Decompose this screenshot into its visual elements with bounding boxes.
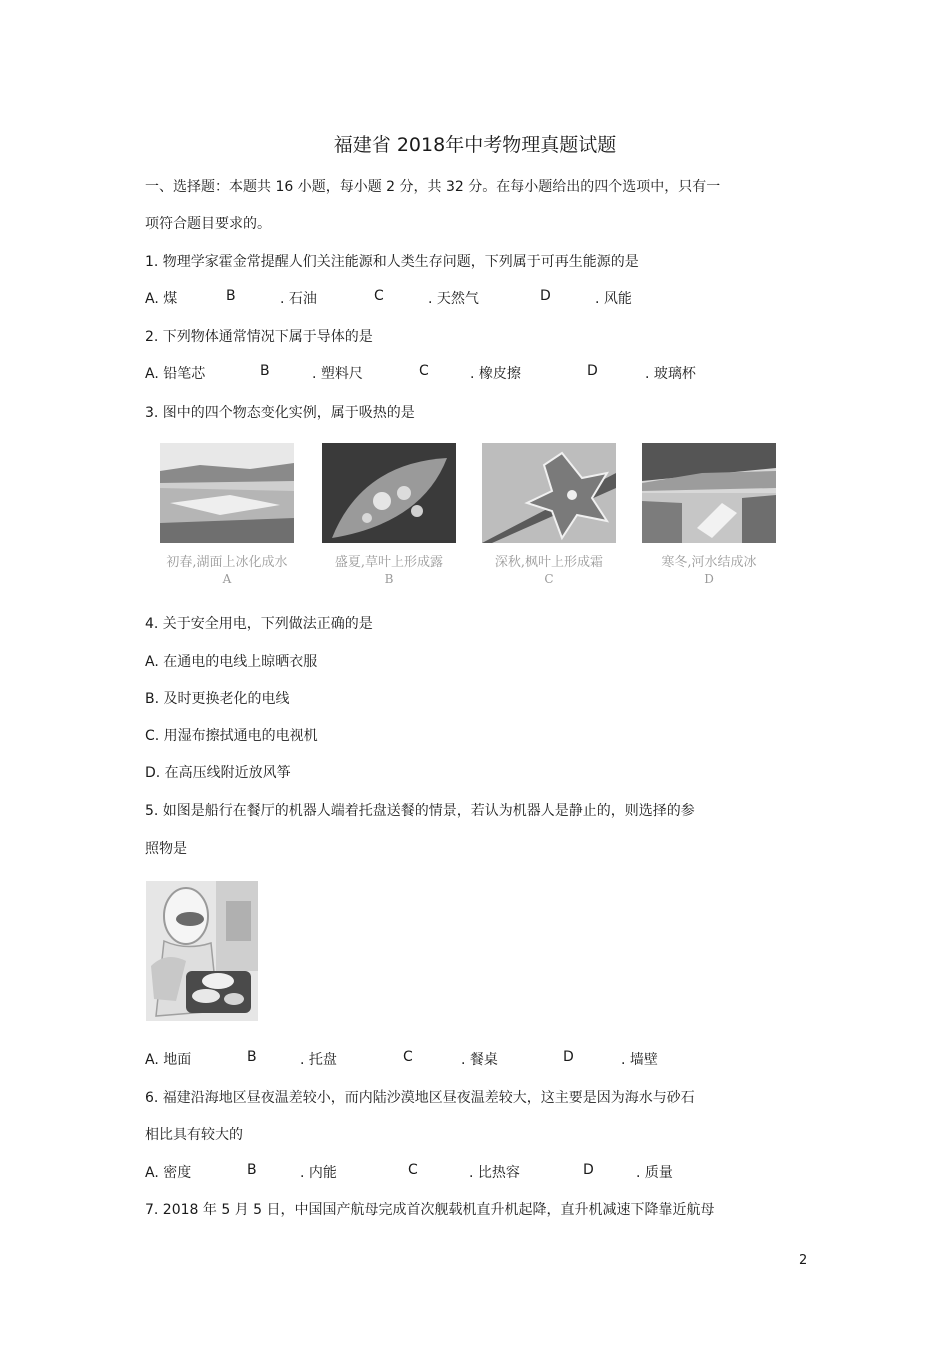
option-d-letter: D — [587, 363, 598, 379]
option-c-letter: C — [408, 1162, 418, 1178]
photo-dew-on-leaf — [322, 443, 456, 543]
option-d: . 玻璃杯 — [645, 366, 696, 382]
option-c: . 橡皮擦 — [470, 366, 521, 382]
photo-robot-waiter — [146, 881, 258, 1021]
question-5-stem-line2: 照物是 — [145, 841, 187, 857]
option-c-letter: C — [403, 1049, 413, 1065]
photo-b-letter: B — [384, 572, 394, 586]
option-b-letter: B — [247, 1049, 257, 1065]
section-instruction-line2: 项符合题目要求的。 — [145, 216, 271, 232]
option-c-letter: C — [419, 363, 429, 379]
option-d-letter: D — [583, 1162, 594, 1178]
option-c: . 比热容 — [469, 1165, 520, 1181]
option-b: . 石油 — [280, 291, 317, 307]
option-b-letter: B — [260, 363, 270, 379]
option-c: . 天然气 — [428, 291, 479, 307]
option-a: A. 铅笔芯 — [145, 366, 206, 382]
photo-c-letter: C — [544, 572, 554, 586]
question-3-stem: 3. 图中的四个物态变化实例，属于吸热的是 — [145, 405, 415, 421]
option-d-letter: D — [540, 288, 551, 304]
photo-c-caption: 深秋,枫叶上形成霜 — [494, 555, 604, 570]
question-4-option-c: C. 用湿布擦拭通电的电视机 — [145, 728, 318, 744]
section-instruction-line1: 一、选择题：本题共 16 小题，每小题 2 分，共 32 分。在每小题给出的四个选项中，只有一 — [145, 179, 721, 195]
page-title: 福建省 2018年中考物理真题试题 — [333, 134, 617, 156]
photo-b-caption: 盛夏,草叶上形成露 — [334, 555, 444, 570]
option-a: A. 地面 — [145, 1052, 192, 1068]
question-4-stem: 4. 关于安全用电，下列做法正确的是 — [145, 616, 373, 632]
question-4-option-a: A. 在通电的电线上晾晒衣服 — [145, 654, 318, 670]
question-6-stem-line2: 相比具有较大的 — [145, 1127, 243, 1143]
question-7-stem: 7. 2018 年 5 月 5 日，中国国产航母完成首次舰载机直升机起降，直升机减速下降靠近航母 — [145, 1202, 715, 1218]
photo-a-caption: 初春,湖面上冰化成水 — [166, 555, 288, 570]
photo-a-letter: A — [222, 572, 232, 586]
photo-river-freezing — [642, 443, 776, 543]
question-6-stem-line1: 6. 福建沿海地区昼夜温差较小，而内陆沙漠地区昼夜温差较大，这主要是因为海水与砂石 — [145, 1090, 695, 1106]
option-b: . 托盘 — [300, 1052, 337, 1068]
photo-frost-on-maple-leaf — [482, 443, 616, 543]
option-d-letter: D — [563, 1049, 574, 1065]
photo-lake-ice-melting — [160, 443, 294, 543]
photo-d-letter: D — [704, 572, 714, 586]
page-number: 2 — [799, 1253, 808, 1268]
option-a: A. 煤 — [145, 291, 178, 307]
question-4-option-d: D. 在高压线附近放风筝 — [145, 765, 291, 781]
option-c-letter: C — [374, 288, 384, 304]
photo-d-caption: 寒冬,河水结成冰 — [661, 555, 757, 570]
question-1-stem: 1. 物理学家霍金常提醒人们关注能源和人类生存问题，下列属于可再生能源的是 — [145, 254, 639, 270]
question-2-stem: 2. 下列物体通常情况下属于导体的是 — [145, 329, 373, 345]
question-4-option-b: B. 及时更换老化的电线 — [145, 691, 290, 707]
question-5-stem-line1: 5. 如图是船行在餐厅的机器人端着托盘送餐的情景，若认为机器人是静止的，则选择的参 — [145, 803, 695, 819]
option-b-letter: B — [247, 1162, 257, 1178]
option-b-letter: B — [226, 288, 236, 304]
option-b: . 塑料尺 — [312, 366, 363, 382]
option-d: . 质量 — [636, 1165, 673, 1181]
option-a: A. 密度 — [145, 1165, 192, 1181]
option-b: . 内能 — [300, 1165, 337, 1181]
option-c: . 餐桌 — [461, 1052, 498, 1068]
option-d: . 风能 — [595, 291, 632, 307]
option-d: . 墙壁 — [621, 1052, 658, 1068]
